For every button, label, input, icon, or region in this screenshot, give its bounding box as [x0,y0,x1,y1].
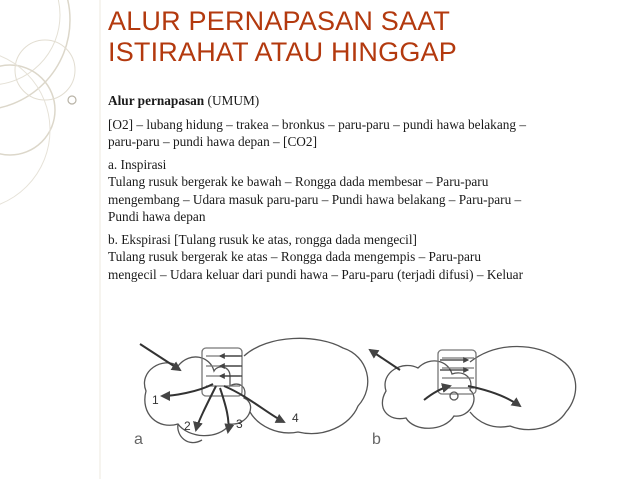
general-path [108,116,628,151]
expiration-line-2: mengecil – Udara keluar dari pundi hawa – Paru-paru (terjadi difusi) – Keluar [108,266,524,282]
general-path-line-1: [O2] – lubang hidung – trakea – bronkus – paru-paru – pundi hawa belakang – [108,116,527,132]
inspiration-heading: a. Inspirasi [108,156,167,172]
slide-title [108,6,457,68]
inspiration-line-2: mengembang – Udara masuk paru-paru – Pundi hawa belakang – Paru-paru – [108,191,522,207]
figure-label-a: a [134,431,143,448]
inspiration-line-1: Tulang rusuk bergerak ke bawah – Rongga dada membesar – Paru-paru [108,174,489,189]
decorative-circles [0,0,110,479]
inspiration-section [108,156,628,226]
figure-number-4: 4 [292,411,299,425]
title-line-2: ISTIRAHAT ATAU HINGGAP [108,37,457,67]
subtitle-bold: Alur pernapasan [108,93,205,108]
respiration-figure [118,326,598,466]
general-path-line-2: paru-paru – pundi hawa depan – [CO2] [108,134,317,149]
slide-body [108,92,628,288]
expiration-section [108,231,628,284]
figure-label-b: b [372,431,381,448]
figure-panel-a [144,338,367,442]
title-line-1: ALUR PERNAPASAN SAAT [108,6,451,36]
subtitle [108,92,628,110]
figure-number-2: 2 [184,419,191,433]
subtitle-rest: (UMUM) [204,93,260,108]
figure-number-3: 3 [236,417,243,431]
expiration-heading: b. Ekspirasi [Tulang rusuk ke atas, rongga dada mengecil] [108,231,417,247]
expiration-line-1: Tulang rusuk bergerak ke atas – Rongga dada mengempis – Paru-paru [108,249,481,264]
inspiration-line-3: Pundi hawa depan [108,209,206,224]
figure-number-1: 1 [152,393,159,407]
figure-panel-a-arrows [140,344,284,432]
